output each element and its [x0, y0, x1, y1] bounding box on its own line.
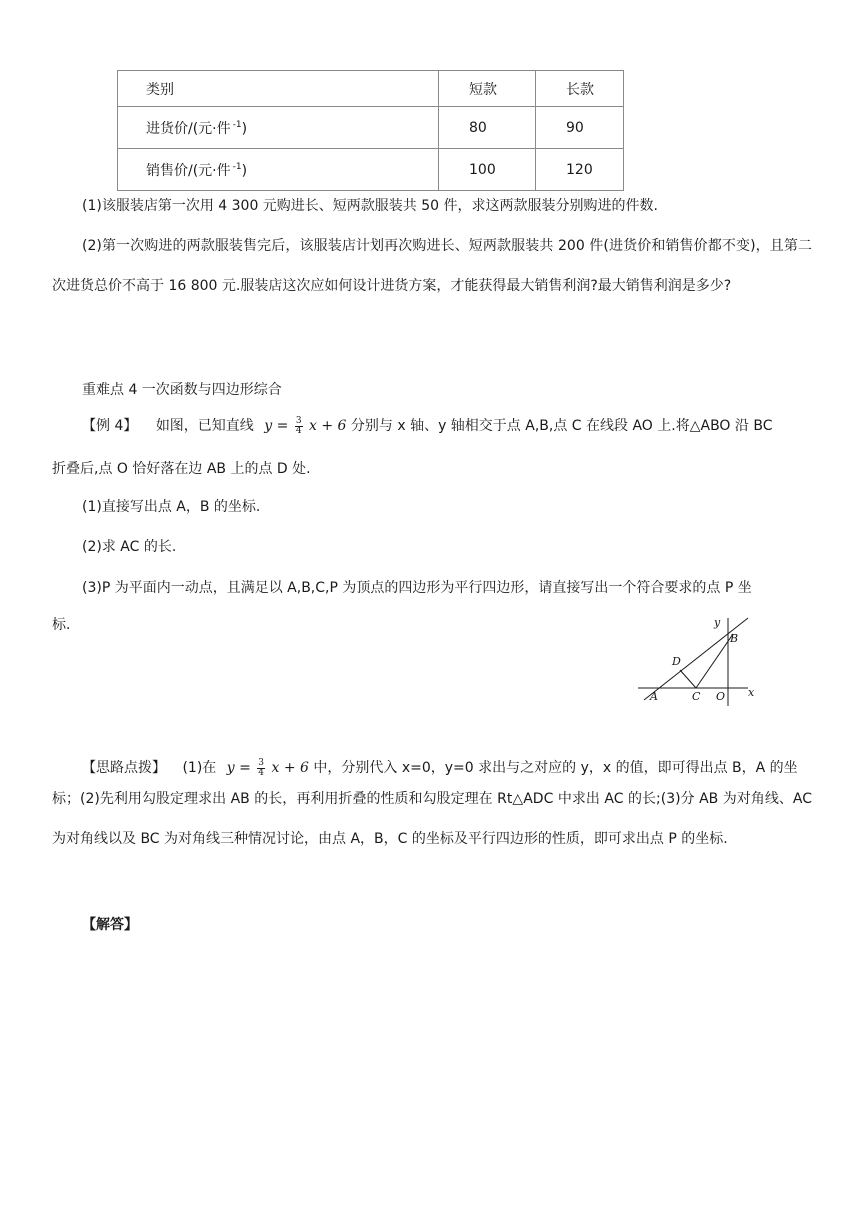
- question-2: (2)第一次购进的两款服装售完后，该服装店计划再次购进长、短两款服装共 200 件(进货价和销售价都不变)，且第二次进货总价不高于 16 800 元.服装店这次应如何设计进货方案，才能获得最大销售利润?最大销售利润是多少?: [52, 238, 812, 294]
- example-tag: 【例 4】: [82, 418, 138, 434]
- sub-question-1: (1)直接写出点 A，B 的坐标.: [82, 499, 261, 515]
- table-cell-short: 80: [439, 107, 536, 149]
- table-header-cell: 长款: [536, 71, 624, 107]
- hint-text: 中，分别代入 x=0，y=0 求出与之对应的 y，x 的值，即可得出点 B，A 的坐: [313, 760, 798, 776]
- table-row-label: 销售价/(元·件 $^{-1}$): [118, 149, 439, 191]
- hint-equation-lhs: y =: [226, 760, 251, 776]
- answer-heading: 【解答】: [82, 917, 138, 933]
- hint-equation-rhs: x + 6: [271, 760, 309, 776]
- table-header-cell: 短款: [439, 71, 536, 107]
- hint-body: 标；(2)先利用勾股定理求出 AB 的长，再利用折叠的性质和勾股定理在 Rt△ADC 中求出 AC 的长;(3)分 AB 为对角线、AC 为对角线以及 BC 为对角线三种情况讨论，由点 A，B，C 的坐标及平行四边形的性质，即可求出点 P 的坐标.: [52, 791, 812, 847]
- label-o: O: [716, 690, 726, 703]
- table-row-label: 进货价/(元·件 $^{-1}$): [118, 107, 439, 149]
- sub-question-3: (3)P 为平面内一动点，且满足以 A,B,C,P 为顶点的四边形为平行四边形，请直接写出一个符合要求的点 P 坐: [82, 580, 752, 596]
- question-1: (1)该服装店第一次用 4 300 元购进长、短两款服装共 50 件，求这两款服装分别购进的件数.: [82, 198, 658, 214]
- table-header-row: [118, 71, 624, 107]
- segment-bc: [696, 634, 733, 688]
- example-intro: 如图，已知直线: [155, 418, 254, 434]
- label-a: A: [650, 690, 658, 703]
- equation-fraction: $\frac{3}{4}$: [295, 415, 302, 436]
- sub-question-3-end: 标.: [52, 617, 71, 633]
- hint-prefix: (1)在: [182, 760, 217, 776]
- table-cell-long: 90: [536, 107, 624, 149]
- hint-equation-fraction: $\frac{3}{4}$: [258, 757, 265, 778]
- table-cell-long: 120: [536, 149, 624, 191]
- equation-lhs: y =: [264, 418, 289, 434]
- equation-rhs: x + 6: [309, 418, 347, 434]
- label-x: x: [748, 686, 755, 699]
- example-line-1: [82, 415, 772, 436]
- price-table: [117, 70, 624, 191]
- label-c: C: [692, 690, 701, 703]
- hint-line-1: [82, 757, 798, 778]
- table-row: [118, 107, 624, 149]
- example-text: 分别与 x 轴、y 轴相交于点 A,B,点 C 在线段 AO 上.将△ABO 沿 BC: [350, 418, 773, 434]
- table-header-cell: 类别: [118, 71, 439, 107]
- example-line-2: 折叠后,点 O 恰好落在边 AB 上的点 D 处.: [52, 461, 311, 477]
- label-d: D: [672, 655, 681, 668]
- table-row: [118, 149, 624, 191]
- label-b: B: [730, 632, 739, 645]
- geometry-figure: [630, 610, 770, 710]
- sub-question-2: (2)求 AC 的长.: [82, 539, 177, 555]
- segment-dc: [680, 670, 696, 688]
- label-y: y: [714, 616, 721, 629]
- table-cell-short: 100: [439, 149, 536, 191]
- hint-tag: 【思路点拨】: [82, 760, 166, 776]
- section-title: 重难点 4 一次函数与四边形综合: [82, 382, 282, 398]
